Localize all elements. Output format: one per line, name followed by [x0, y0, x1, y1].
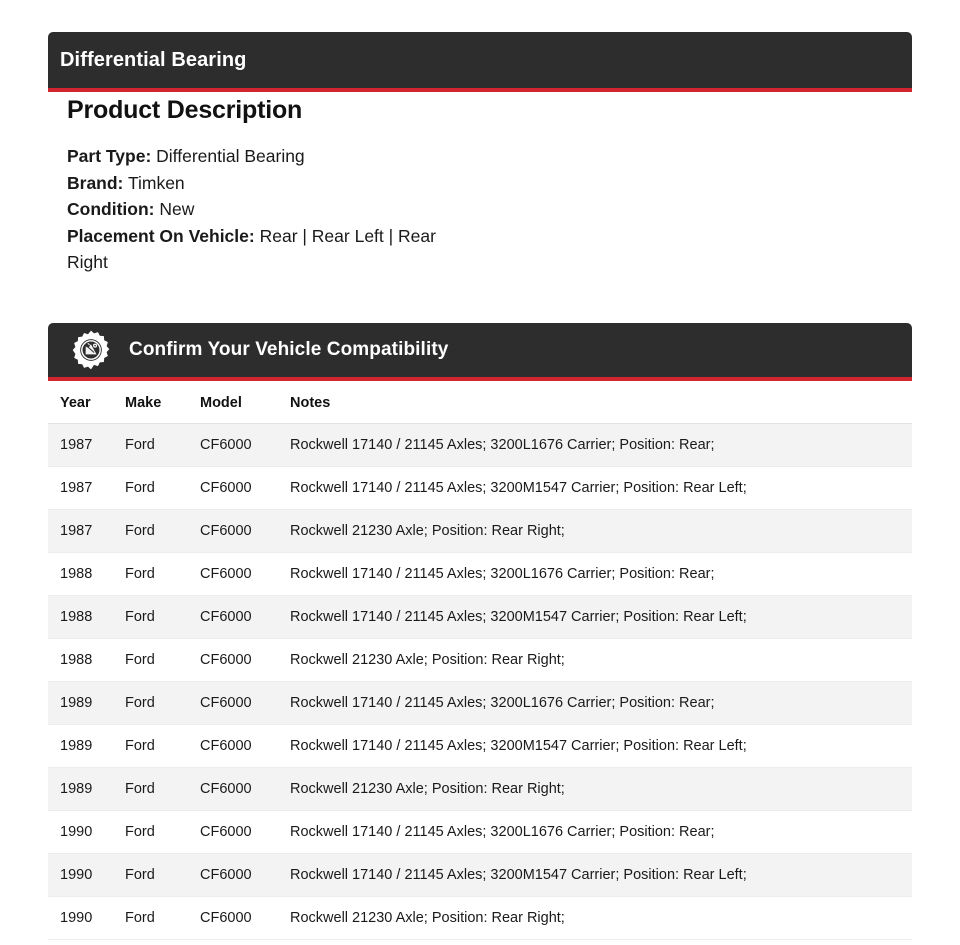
- cell-notes: Rockwell 21230 Axle; Position: Rear Right;: [287, 510, 912, 553]
- cell-notes: Rockwell 17140 / 21145 Axles; 3200M1547 Carrier; Position: Rear Left;: [287, 854, 912, 897]
- cell-model: CF6000: [200, 811, 287, 854]
- cell-make: Ford: [125, 553, 200, 596]
- vehicle-compatibility-banner: [48, 323, 912, 381]
- product-description-heading: Product Description: [67, 96, 303, 124]
- product-title-banner: [48, 32, 912, 92]
- table-header-row: [48, 385, 912, 424]
- cell-make: Ford: [125, 682, 200, 725]
- spec-condition: [67, 196, 437, 223]
- cell-notes: Rockwell 17140 / 21145 Axles; 3200M1547 Carrier; Position: Rear Left;: [287, 596, 912, 639]
- cell-make: Ford: [125, 854, 200, 897]
- cell-notes: Rockwell 21230 Axle; Position: Rear Right;: [287, 897, 912, 940]
- gear-icon: [70, 329, 112, 371]
- product-description-section: [67, 96, 667, 276]
- cell-year: 1988: [48, 553, 125, 596]
- cell-model: CF6000: [200, 682, 287, 725]
- vehicle-compatibility-table-wrap: [48, 385, 912, 940]
- cell-make: Ford: [125, 467, 200, 510]
- cell-make: Ford: [125, 639, 200, 682]
- cell-make: Ford: [125, 811, 200, 854]
- product-spec-list: [67, 143, 437, 276]
- cell-model: CF6000: [200, 897, 287, 940]
- cell-model: CF6000: [200, 725, 287, 768]
- table-row[interactable]: [48, 553, 912, 596]
- cell-model: CF6000: [200, 854, 287, 897]
- cell-year: 1989: [48, 682, 125, 725]
- cell-year: 1989: [48, 768, 125, 811]
- cell-notes: Rockwell 17140 / 21145 Axles; 3200L1676 Carrier; Position: Rear;: [287, 553, 912, 596]
- cell-model: CF6000: [200, 553, 287, 596]
- cell-make: Ford: [125, 424, 200, 467]
- cell-year: 1988: [48, 639, 125, 682]
- vehicle-compatibility-title: Confirm Your Vehicle Compatibility: [129, 339, 449, 360]
- cell-model: CF6000: [200, 424, 287, 467]
- table-row[interactable]: [48, 424, 912, 467]
- cell-year: 1987: [48, 467, 125, 510]
- spec-placement-on-vehicle: [67, 223, 437, 276]
- cell-notes: Rockwell 17140 / 21145 Axles; 3200M1547 Carrier; Position: Rear Left;: [287, 467, 912, 510]
- cell-make: Ford: [125, 596, 200, 639]
- spec-label: Condition:: [67, 199, 155, 219]
- cell-notes: Rockwell 17140 / 21145 Axles; 3200L1676 Carrier; Position: Rear;: [287, 424, 912, 467]
- table-row[interactable]: [48, 510, 912, 553]
- spec-part-type: [67, 143, 437, 170]
- table-row[interactable]: [48, 854, 912, 897]
- spec-value: New: [159, 199, 195, 219]
- cell-notes: Rockwell 17140 / 21145 Axles; 3200L1676 Carrier; Position: Rear;: [287, 682, 912, 725]
- product-title: Differential Bearing: [60, 48, 247, 71]
- cell-model: CF6000: [200, 510, 287, 553]
- table-row[interactable]: [48, 897, 912, 940]
- table-row[interactable]: [48, 596, 912, 639]
- table-row[interactable]: [48, 811, 912, 854]
- spec-brand: [67, 170, 437, 197]
- cell-model: CF6000: [200, 639, 287, 682]
- cell-year: 1990: [48, 811, 125, 854]
- cell-notes: Rockwell 17140 / 21145 Axles; 3200M1547 Carrier; Position: Rear Left;: [287, 725, 912, 768]
- table-row[interactable]: [48, 768, 912, 811]
- table-row[interactable]: [48, 682, 912, 725]
- table-header: [48, 385, 912, 424]
- spec-value: Rear | Rear Left | Rear Right: [67, 225, 436, 272]
- cell-make: Ford: [125, 897, 200, 940]
- column-header-model[interactable]: Model: [200, 385, 287, 424]
- cell-year: 1990: [48, 854, 125, 897]
- column-header-notes[interactable]: Notes: [287, 385, 912, 424]
- cell-make: Ford: [125, 768, 200, 811]
- cell-notes: Rockwell 17140 / 21145 Axles; 3200L1676 Carrier; Position: Rear;: [287, 811, 912, 854]
- spec-value: Differential Bearing: [156, 146, 305, 166]
- spec-value: Timken: [127, 172, 185, 193]
- cell-notes: Rockwell 21230 Axle; Position: Rear Right;: [287, 768, 912, 811]
- cell-make: Ford: [125, 725, 200, 768]
- column-header-make[interactable]: Make: [125, 385, 200, 424]
- table-row[interactable]: [48, 467, 912, 510]
- cell-model: CF6000: [200, 467, 287, 510]
- cell-model: CF6000: [200, 768, 287, 811]
- cell-make: Ford: [125, 510, 200, 553]
- spec-label: Brand:: [67, 172, 124, 193]
- spec-label: Placement On Vehicle:: [67, 225, 255, 246]
- cell-year: 1990: [48, 897, 125, 940]
- vehicle-compatibility-table: [48, 385, 912, 940]
- cell-year: 1989: [48, 725, 125, 768]
- cell-notes: Rockwell 21230 Axle; Position: Rear Right;: [287, 639, 912, 682]
- table-row[interactable]: [48, 725, 912, 768]
- column-header-year[interactable]: Year: [48, 385, 125, 424]
- spec-label: Part Type:: [67, 146, 152, 166]
- cell-year: 1987: [48, 424, 125, 467]
- table-row[interactable]: [48, 639, 912, 682]
- cell-model: CF6000: [200, 596, 287, 639]
- cell-year: 1988: [48, 596, 125, 639]
- table-body: [48, 424, 912, 940]
- cell-year: 1987: [48, 510, 125, 553]
